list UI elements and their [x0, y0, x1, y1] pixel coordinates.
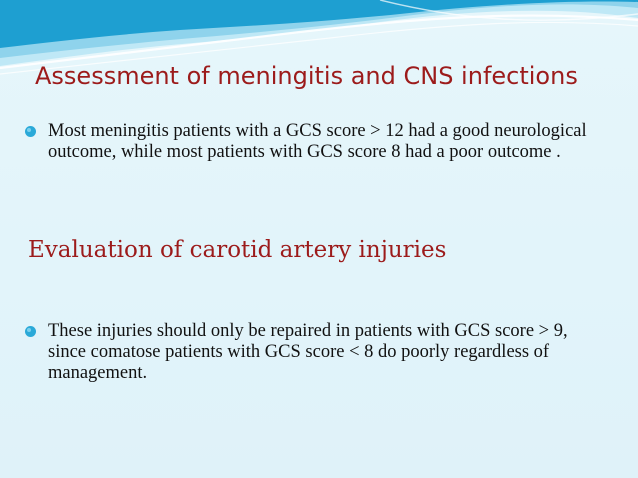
- circle-bullet-icon: [24, 125, 37, 138]
- bullet-text: These injuries should only be repaired in patients with GCS score > 9, since comatose patients with GCS score < 8 do poorly regardless of management.: [48, 321, 568, 383]
- bullet-item-carotid: [24, 321, 604, 384]
- section-heading: Evaluation of carotid artery injuries: [28, 237, 447, 263]
- slide-title: Assessment of meningitis and CNS infections: [35, 62, 578, 90]
- bullet-item-meningitis: [24, 121, 604, 163]
- circle-bullet-icon: [24, 325, 37, 338]
- bullet-text: Most meningitis patients with a GCS score > 12 had a good neurological outcome, while most patients with GCS score 8 had a poor outcome .: [48, 121, 587, 162]
